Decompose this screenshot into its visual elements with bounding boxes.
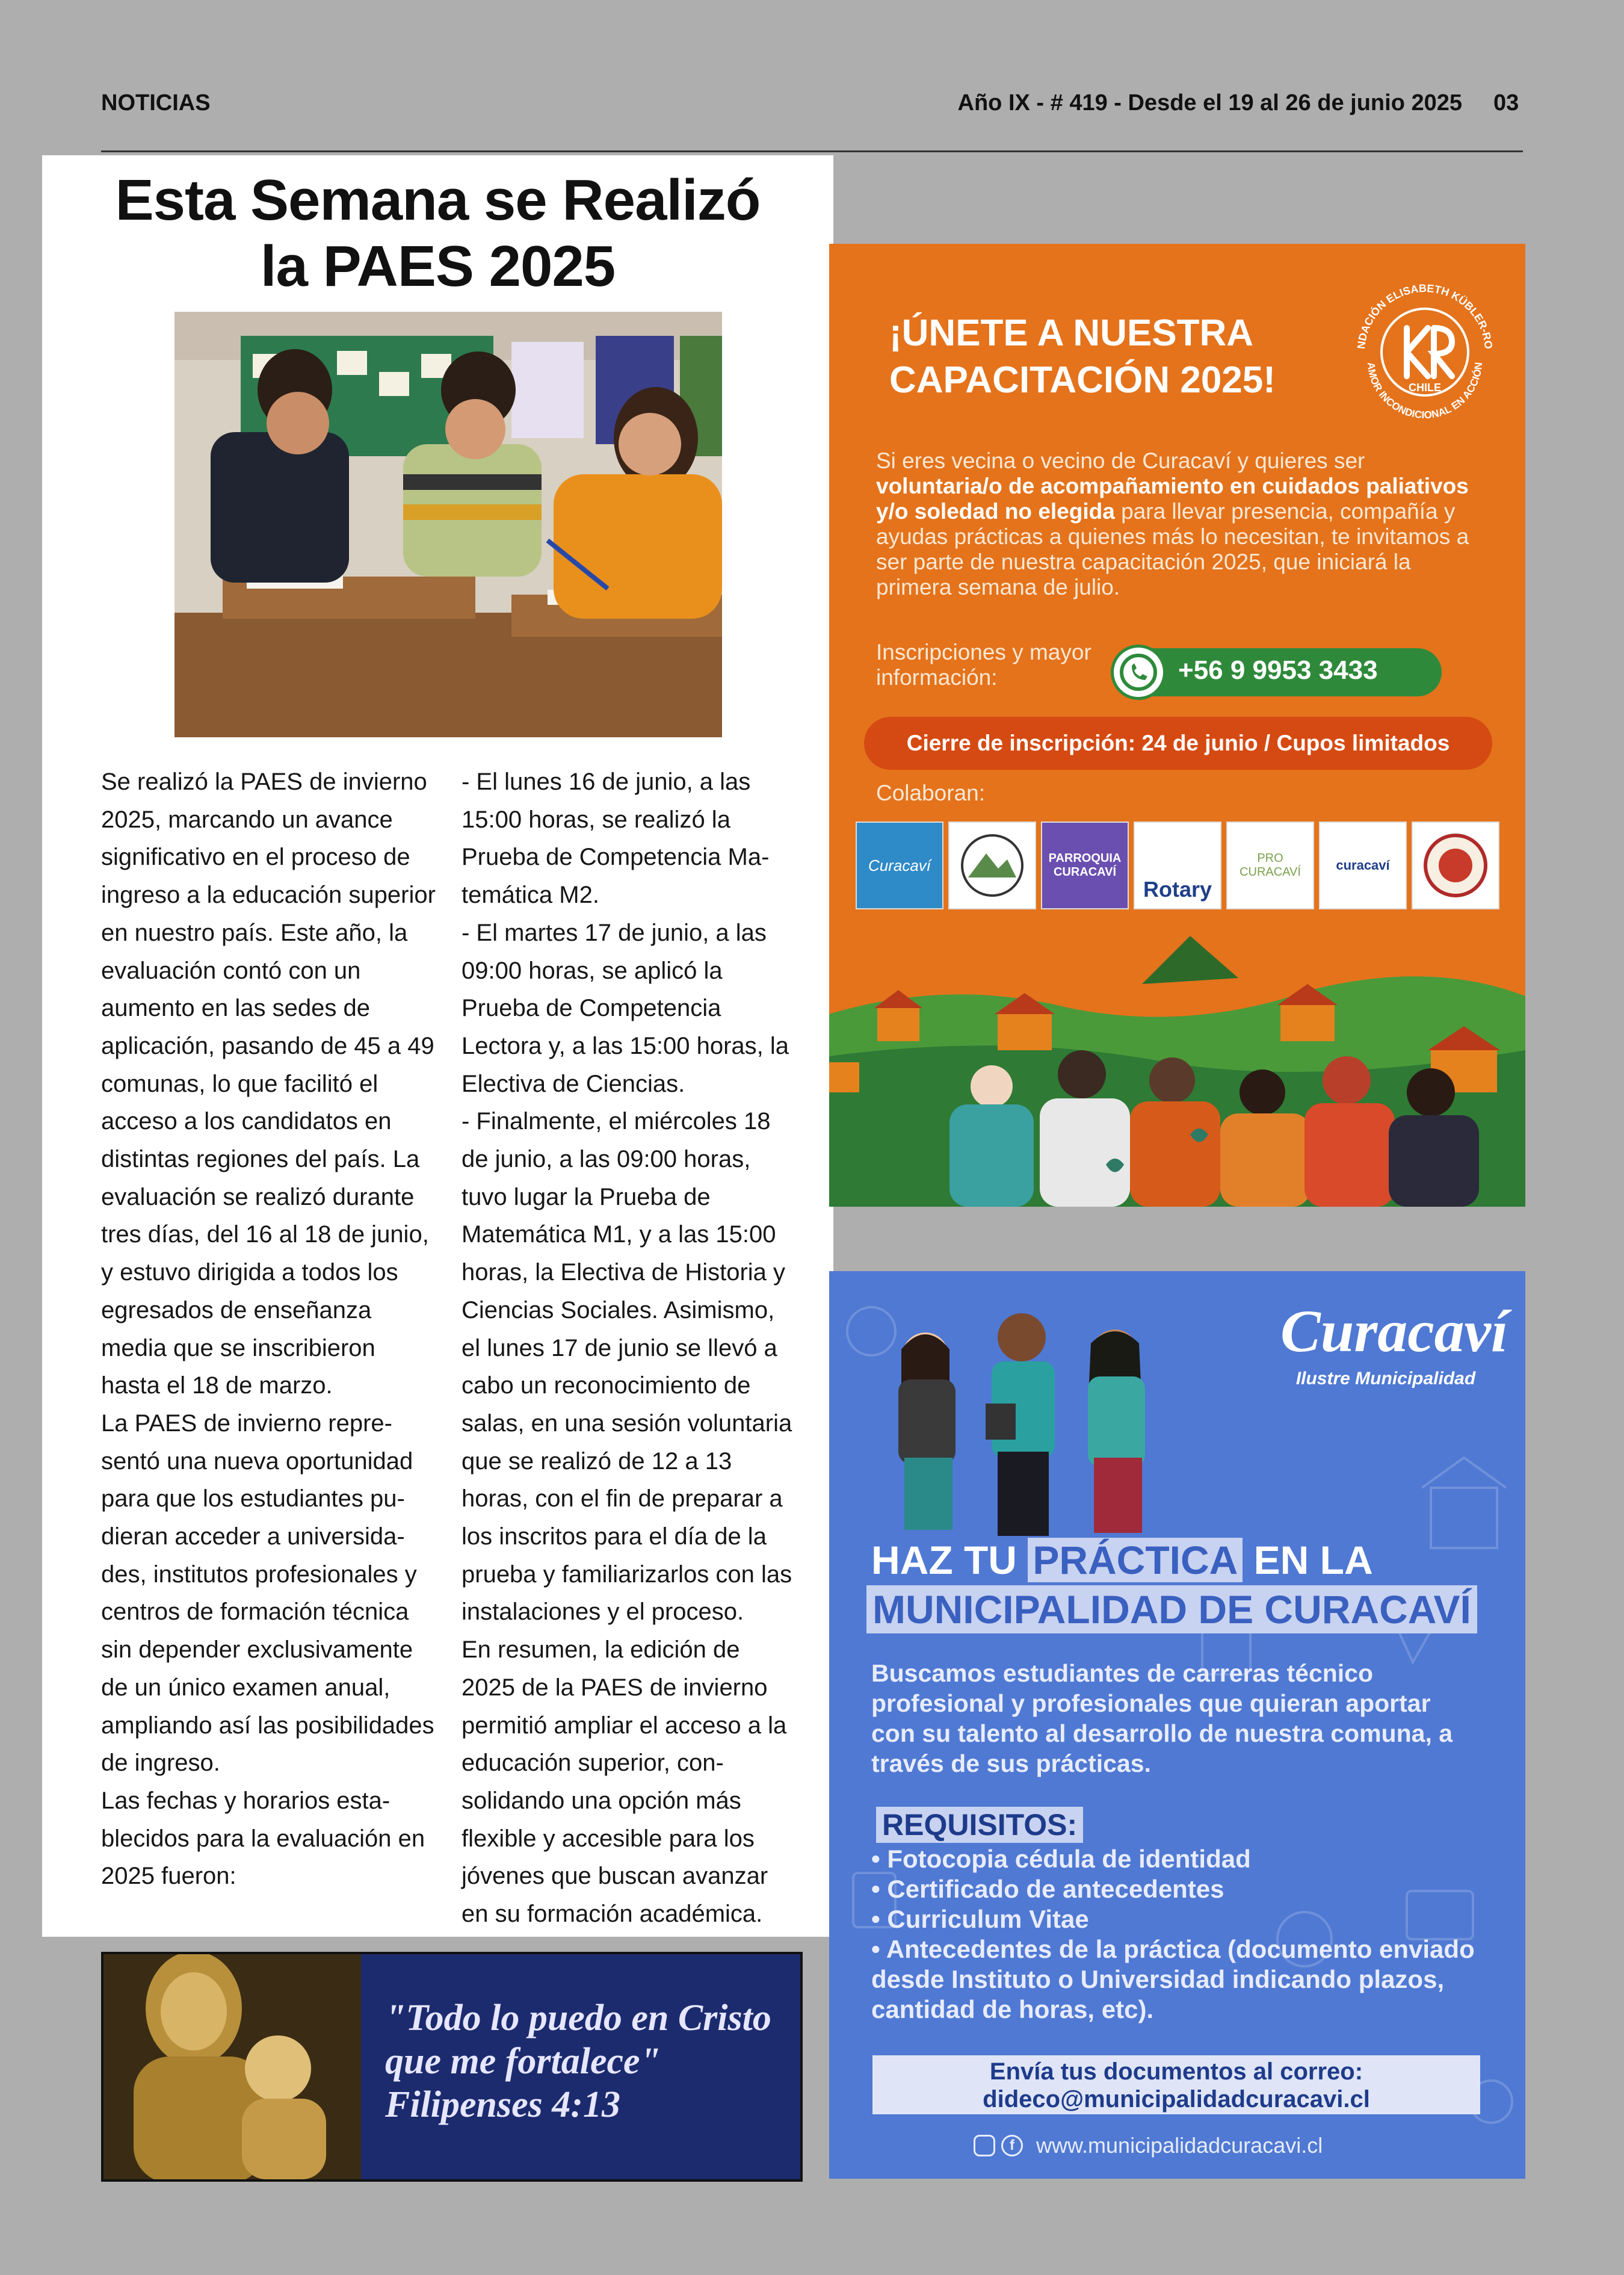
headline-line-1: Esta Semana se Realizó bbox=[115, 168, 761, 232]
internship-ad bbox=[829, 1271, 1525, 2179]
community-illustration bbox=[829, 912, 1525, 1207]
phone-label: Inscripciones y mayor información: bbox=[876, 640, 1091, 690]
article-headline bbox=[42, 167, 833, 300]
students-illustration bbox=[877, 1307, 1178, 1536]
article-column-1 bbox=[101, 763, 438, 1895]
section-label: NOTICIAS bbox=[101, 90, 211, 116]
article-paragraph: - El martes 17 de junio, a las 09:00 horas, se aplicó la Prueba de Competencia Lectora y, a las 15:00 horas, la Electiva de Ciencias. bbox=[462, 919, 789, 1097]
ad1-title bbox=[889, 310, 1347, 404]
collaborator-logo-mountains bbox=[948, 822, 1036, 909]
issue-info: Año IX - # 419 - Desde el 19 al 26 de junio 2025 bbox=[957, 90, 1462, 116]
logo-text-top: NDACIÓN ELISABETH KÜBLER-RO bbox=[1354, 282, 1495, 350]
students-photo-illustration bbox=[174, 312, 722, 737]
ad1-body-text: para llevar presencia, compañía y ayudas prácticas a quienes más lo necesitan, te invitamos a ser parte de nuestra capacitación 2025, que iniciará la primera semana de julio. bbox=[876, 499, 1469, 599]
ad2-heading-part: EN LA bbox=[1253, 1538, 1373, 1582]
saint-joseph-statue-image bbox=[103, 1954, 361, 2179]
requirements-title: REQUISITOS: bbox=[876, 1807, 1083, 1843]
email-box bbox=[872, 2055, 1480, 2114]
volunteer-training-ad bbox=[829, 244, 1525, 1207]
ad1-body-bold: voluntaria/o de acompañamiento en cuidados paliativos y/o soledad no elegida bbox=[876, 474, 1469, 524]
requirement-item: • Antecedentes de la práctica (documento enviado desde Instituto o Universidad indicando plazos, cantidad de horas, etc). bbox=[871, 1935, 1475, 2023]
collaborator-logo-seal bbox=[1412, 822, 1499, 909]
quote-text bbox=[385, 1996, 794, 2126]
article-paragraph: La PAES de invierno representó una nueva oportunidad para que los estudiantes pudieran acceder a universidades, institutos profesionales y centros de formación técnica sin depender exclusivamente de un único examen anual, ampliando así las posibilidades de ingreso. bbox=[101, 1410, 434, 1777]
ad2-heading-line-1 bbox=[871, 1536, 1373, 1584]
article-paragraph: En resumen, la edición de 2025 de la PAES de invierno permitió ampliar el acceso a la educación superior, consolidando una opción más flexible y accesible para los jóvenes que buscan avanzar en su formación académica. bbox=[462, 1636, 787, 1928]
whatsapp-icon bbox=[1111, 645, 1166, 700]
ad2-heading-highlight: PRÁCTICA bbox=[1028, 1538, 1243, 1582]
article-column-2 bbox=[462, 763, 798, 1933]
ad2-heading-part: HAZ TU bbox=[871, 1538, 1017, 1582]
logo-country: CHILE bbox=[1409, 382, 1441, 394]
deadline-banner: Cierre de inscripción: 24 de junio / Cupos limitados bbox=[864, 717, 1492, 770]
instagram-icon[interactable] bbox=[974, 2135, 995, 2156]
page-number: 03 bbox=[1493, 90, 1519, 116]
phone-number[interactable]: +56 9 9953 3433 bbox=[1178, 655, 1378, 685]
rotary-logo: Rotary bbox=[1134, 822, 1221, 909]
article-paragraph: Se realizó la PAES de invierno 2025, marcando un avance significativo en el proceso de ingreso a la educación superior en nuestro país. Este año, la evaluación contó con un aumento en las sedes de aplicación, pasando de 45 a 49 comunas, lo que facilitó el acceso a los candidatos en distintas regiones del país. La evaluación se realizó durante tres días, del 16 al 18 de junio, y estuvo dirigida a todos los egresados de enseñanza media que se inscribieron hasta el 18 de marzo. bbox=[101, 769, 436, 1399]
curacavi-logo: Curacaví bbox=[856, 822, 943, 909]
requirement-item: • Fotocopia cédula de identidad bbox=[871, 1845, 1251, 1873]
bible-quote-box bbox=[101, 1952, 803, 2182]
curacavi-municipal-logo-sub: Ilustre Municipalidad bbox=[1295, 1369, 1476, 1388]
article-paragraph: - Finalmente, el miércoles 18 de junio, a las 09:00 horas, tuvo lugar la Prueba de Matemática M1, y a las 15:00 horas, la Electiva de Historia y Ciencias Sociales. Asimismo, el lunes 17 de junio se llevó a cabo un reconocimiento de salas, en una sesión voluntaria que se realizó de 12 a 13 horas, con el fin de preparar a los inscritos para el día de la prueba y familiarizarlos con las instalaciones y el proceso. bbox=[462, 1108, 792, 1626]
article-paragraph: Las fechas y horarios establecidos para la evaluación en 2025 fueron: bbox=[101, 1787, 425, 1890]
ad1-title-line-1: ¡ÚNETE A NUESTRA bbox=[889, 312, 1254, 354]
ad1-title-line-2: CAPACITACIÓN 2025! bbox=[889, 359, 1276, 401]
website-link[interactable]: www.municipalidadcuracavi.cl bbox=[1036, 2133, 1323, 2158]
ad1-body bbox=[876, 448, 1481, 600]
article-paragraph: - El lunes 16 de junio, a las 15:00 horas, se realizó la Prueba de Competencia Matemática M2. bbox=[462, 769, 770, 909]
quote-reference: Filipenses 4:13 bbox=[385, 2084, 620, 2125]
requirement-item: • Curriculum Vitae bbox=[871, 1905, 1089, 1933]
collaborators-label: Colaboran: bbox=[876, 781, 986, 805]
logo-text-bottom: AMOR INCONDICIONAL EN ACCIÓN bbox=[1365, 362, 1485, 421]
header-rule bbox=[101, 150, 1523, 152]
requirements-list bbox=[871, 1844, 1497, 2025]
parroquia-logo: PARROQUIA CURACAVÍ bbox=[1041, 822, 1129, 909]
facebook-icon[interactable]: f bbox=[1001, 2135, 1023, 2156]
students-exam-photo bbox=[174, 312, 722, 737]
quote-line-1: "Todo lo puedo en Cristo bbox=[385, 1998, 771, 2038]
headline-line-2: la PAES 2025 bbox=[260, 234, 616, 299]
requirement-item: • Certificado de antecedentes bbox=[871, 1875, 1224, 1903]
curacavi-municipal-logo: Curacaví bbox=[1280, 1298, 1508, 1364]
quote-line-2: que me fortalece" bbox=[385, 2041, 661, 2082]
email-label: Envía tus documentos al correo: bbox=[989, 2058, 1363, 2085]
website-row bbox=[974, 2132, 1395, 2158]
ad2-body: Buscamos estudiantes de carreras técnico profesional y profesionales que quieran aportar con su talento al desarrollo de nuestra comuna, a través de sus prácticas. bbox=[871, 1659, 1453, 1777]
email-address[interactable]: dideco@municipalidadcuracavi.cl bbox=[983, 2086, 1370, 2112]
foundation-logo bbox=[1344, 271, 1506, 433]
pro-curacavi-logo: PRO CURACAVÍ bbox=[1226, 822, 1314, 909]
curacavi-circle-logo: curacaví bbox=[1319, 822, 1407, 909]
article bbox=[42, 155, 833, 1937]
ad2-heading-line-2: MUNICIPALIDAD DE CURACAVÍ bbox=[866, 1585, 1477, 1633]
ad1-body-text: Si eres vecina o vecino de Curacaví y quieres ser bbox=[876, 448, 1365, 473]
